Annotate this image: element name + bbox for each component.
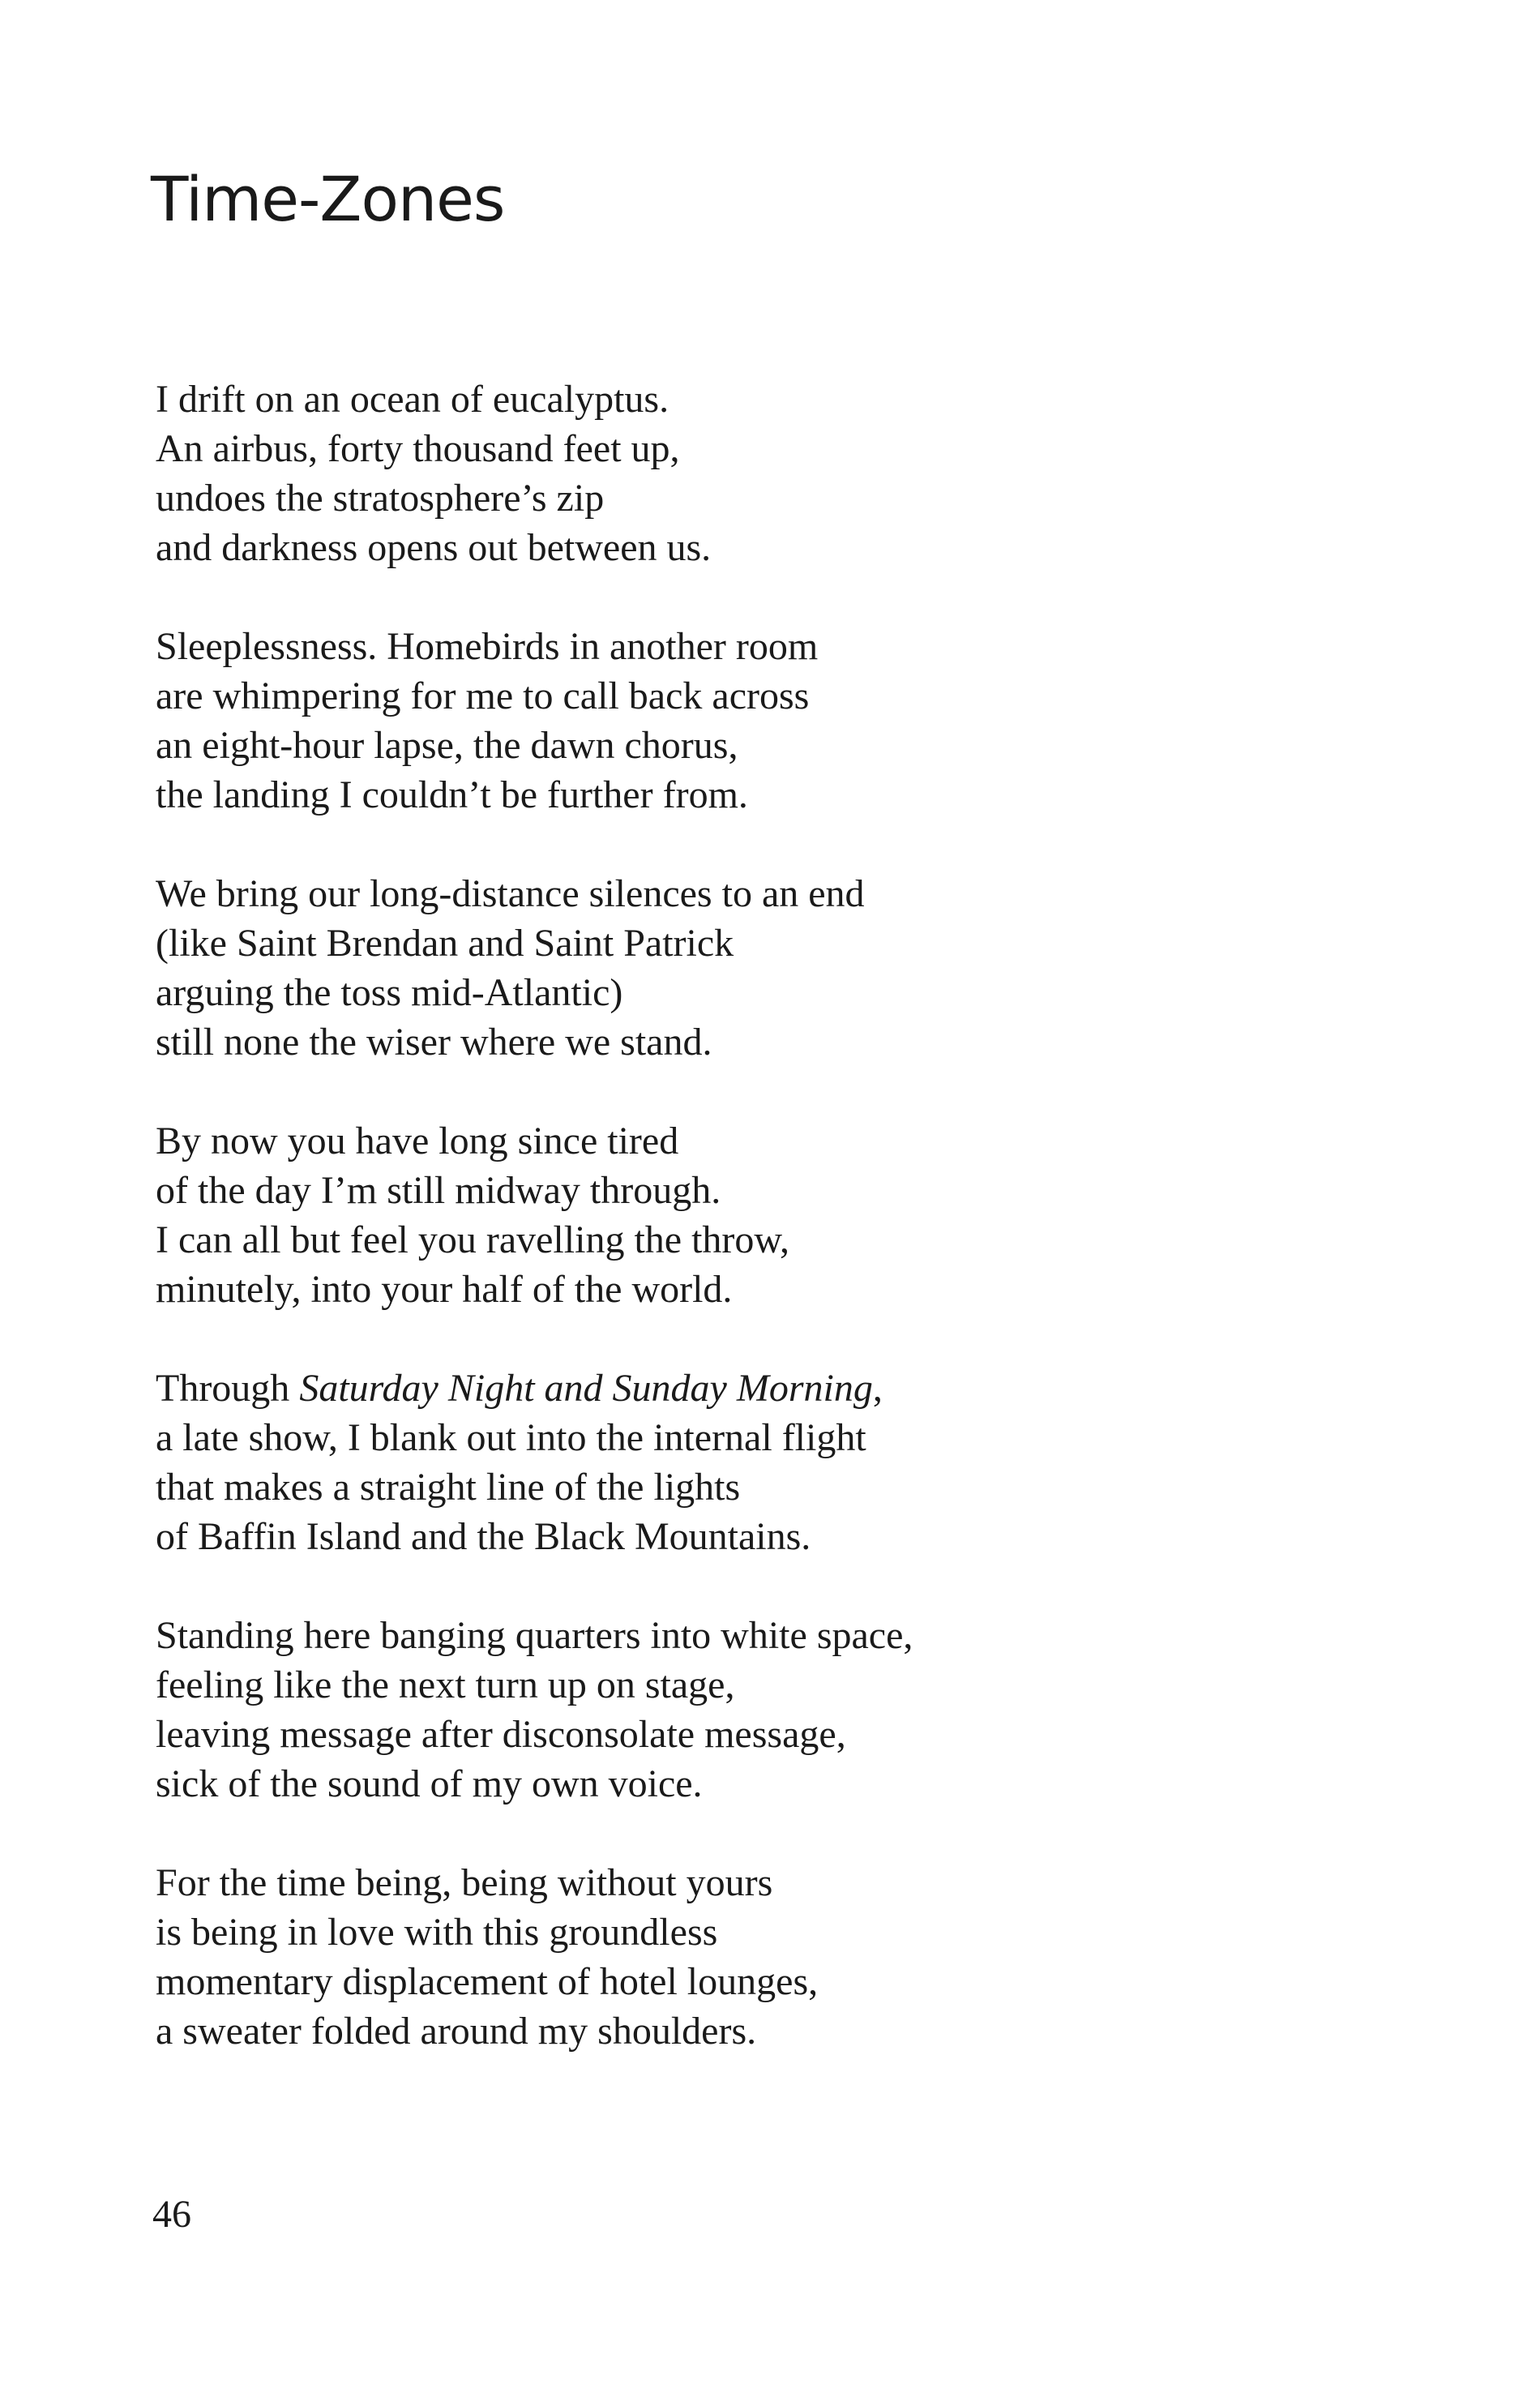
page-number: 46 [152,2193,191,2236]
poem-line: Sleeplessness. Homebirds in another room [156,625,819,668]
poem-line: a late show, I blank out into the internal flight [156,1416,866,1459]
poem-line-start: Through [156,1367,300,1410]
poem-line: are whimpering for me to call back across [156,674,810,717]
poem-line: I drift on an ocean of eucalyptus. [156,378,669,421]
poem-line: and darkness opens out between us. [156,526,712,569]
poem-line: For the time being, being without yours [156,1861,773,1904]
poem-line: Standing here banging quarters into white space, [156,1614,913,1657]
film-title: Saturday Night and Sunday Morning [299,1367,873,1410]
poem-line: an eight-hour lapse, the dawn chorus, [156,724,738,767]
stanza [156,1116,913,1314]
poem-line [156,1364,913,1413]
poem-line: arguing the toss mid-Atlantic) [156,971,623,1014]
poem-line: that makes a straight line of the lights [156,1466,741,1509]
stanza [156,1858,913,2056]
stanza [156,1611,913,1809]
poem-line: the landing I couldn’t be further from. [156,773,748,816]
poem-line: momentary displacement of hotel lounges, [156,1960,819,2003]
poem-body [156,375,913,2105]
poem-line: of the day I’m still midway through. [156,1169,721,1212]
poem-line: feeling like the next turn up on stage, [156,1663,735,1706]
poem-title: Time-Zones [151,163,505,235]
stanza [156,1364,913,1561]
poem-line: a sweater folded around my shoulders. [156,2010,757,2053]
poem-line: (like Saint Brendan and Saint Patrick [156,922,734,965]
poem-line: is being in love with this groundless [156,1911,718,1954]
poem-line: minutely, into your half of the world. [156,1268,733,1311]
poem-line: An airbus, forty thousand feet up, [156,427,680,470]
stanza [156,375,913,572]
poem-line: We bring our long-distance silences to an end [156,872,865,915]
poem-line-end: , [872,1367,883,1410]
stanza [156,869,913,1067]
poem-line: still none the wiser where we stand. [156,1021,712,1064]
poem-line: of Baffin Island and the Black Mountains. [156,1515,811,1558]
poem-line: undoes the stratosphere’s zip [156,477,605,520]
poem-line: sick of the sound of my own voice. [156,1762,703,1805]
poem-line: By now you have long since tired [156,1120,679,1162]
poem-line: leaving message after disconsolate message, [156,1713,846,1756]
stanza [156,622,913,820]
poem-line: I can all but feel you ravelling the throw, [156,1218,789,1261]
